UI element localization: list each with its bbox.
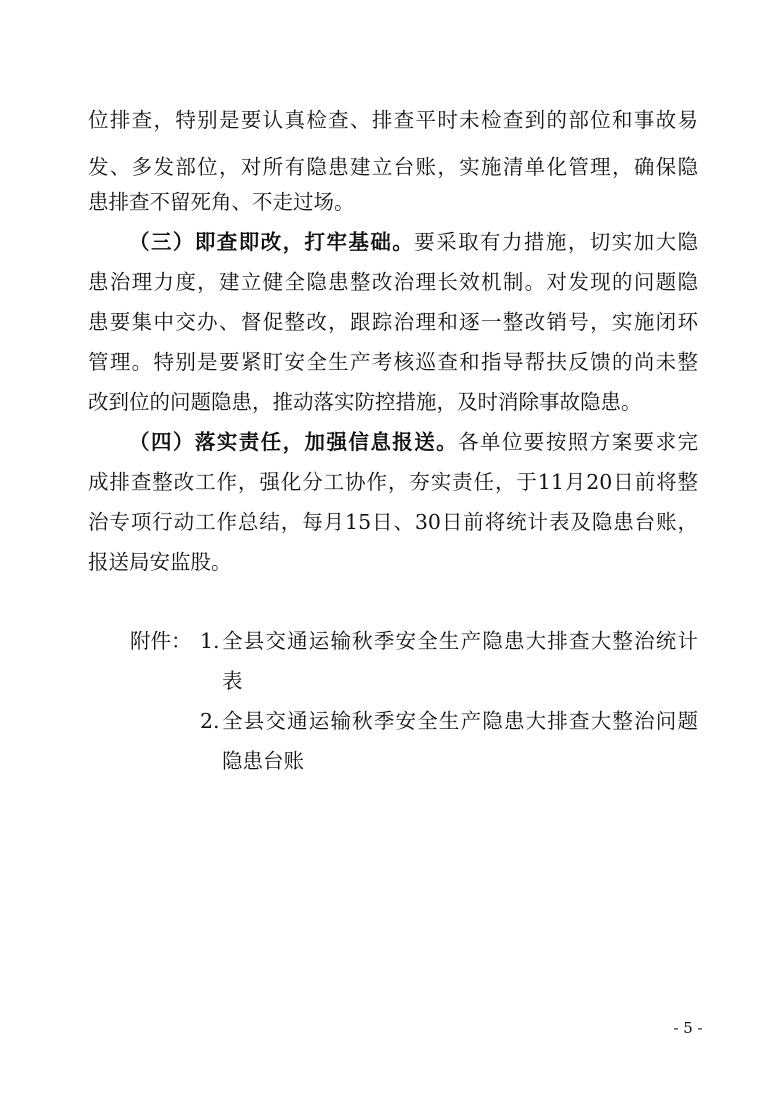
- continued-paragraph-line-1: 位排查，特别是要认真检查、排查平时未检查到的部位和事故易: [88, 108, 698, 132]
- attachment-2-title-line-1: 全县交通运输秋季安全生产隐患大排查大整治问题: [222, 709, 698, 733]
- section-4-first-line: [129, 422, 698, 462]
- section-3-line-3: 患要集中交办、督促整改，跟踪治理和逐一整改销号，实施闭环: [88, 310, 698, 334]
- section-3-line-4: 管理。特别是要紧盯安全生产考核巡查和指导帮扶反馈的尚未整: [88, 350, 698, 374]
- section-4-line-4: 报送局安监股。: [88, 550, 232, 574]
- attachment-1-title-line-1: 全县交通运输秋季安全生产隐患大排查大整治统计: [222, 629, 698, 653]
- section-4-line-2: 成排查整改工作，强化分工协作，夯实责任，于11月20日前将整: [88, 470, 698, 494]
- attachment-1-number: 1.: [200, 629, 220, 653]
- attachment-label: 附件：: [130, 629, 192, 653]
- section-4-heading: （四）落实责任，加强信息报送。: [129, 430, 459, 454]
- continued-paragraph-line-2: 发、多发部位，对所有隐患建立台账，实施清单化管理，确保隐: [88, 155, 698, 179]
- section-4-line-3: 治专项行动工作总结，每月15日、30日前将统计表及隐患台账，: [88, 510, 698, 534]
- page-number: - 5 -: [673, 1019, 703, 1037]
- attachment-1-title-line-2: 表: [222, 669, 243, 693]
- attachment-2-title-line-2: 隐患台账: [222, 749, 304, 773]
- section-4-first-line-text: 各单位要按照方案要求完: [458, 430, 699, 454]
- attachment-2-number: 2.: [200, 709, 220, 733]
- section-3-heading: （三）即查即改，打牢基础。: [129, 230, 415, 254]
- section-3-first-line-text: 要采取有力措施，切实加大隐: [414, 230, 699, 254]
- section-3-first-line: [129, 222, 698, 262]
- section-3-line-2: 患治理力度，建立健全隐患整改治理长效机制。对发现的问题隐: [88, 270, 698, 294]
- continued-paragraph-line-3: 患排查不留死角、不走过场。: [88, 190, 355, 214]
- section-3-line-5: 改到位的问题隐患，推动落实防控措施，及时消除事故隐患。: [88, 390, 642, 414]
